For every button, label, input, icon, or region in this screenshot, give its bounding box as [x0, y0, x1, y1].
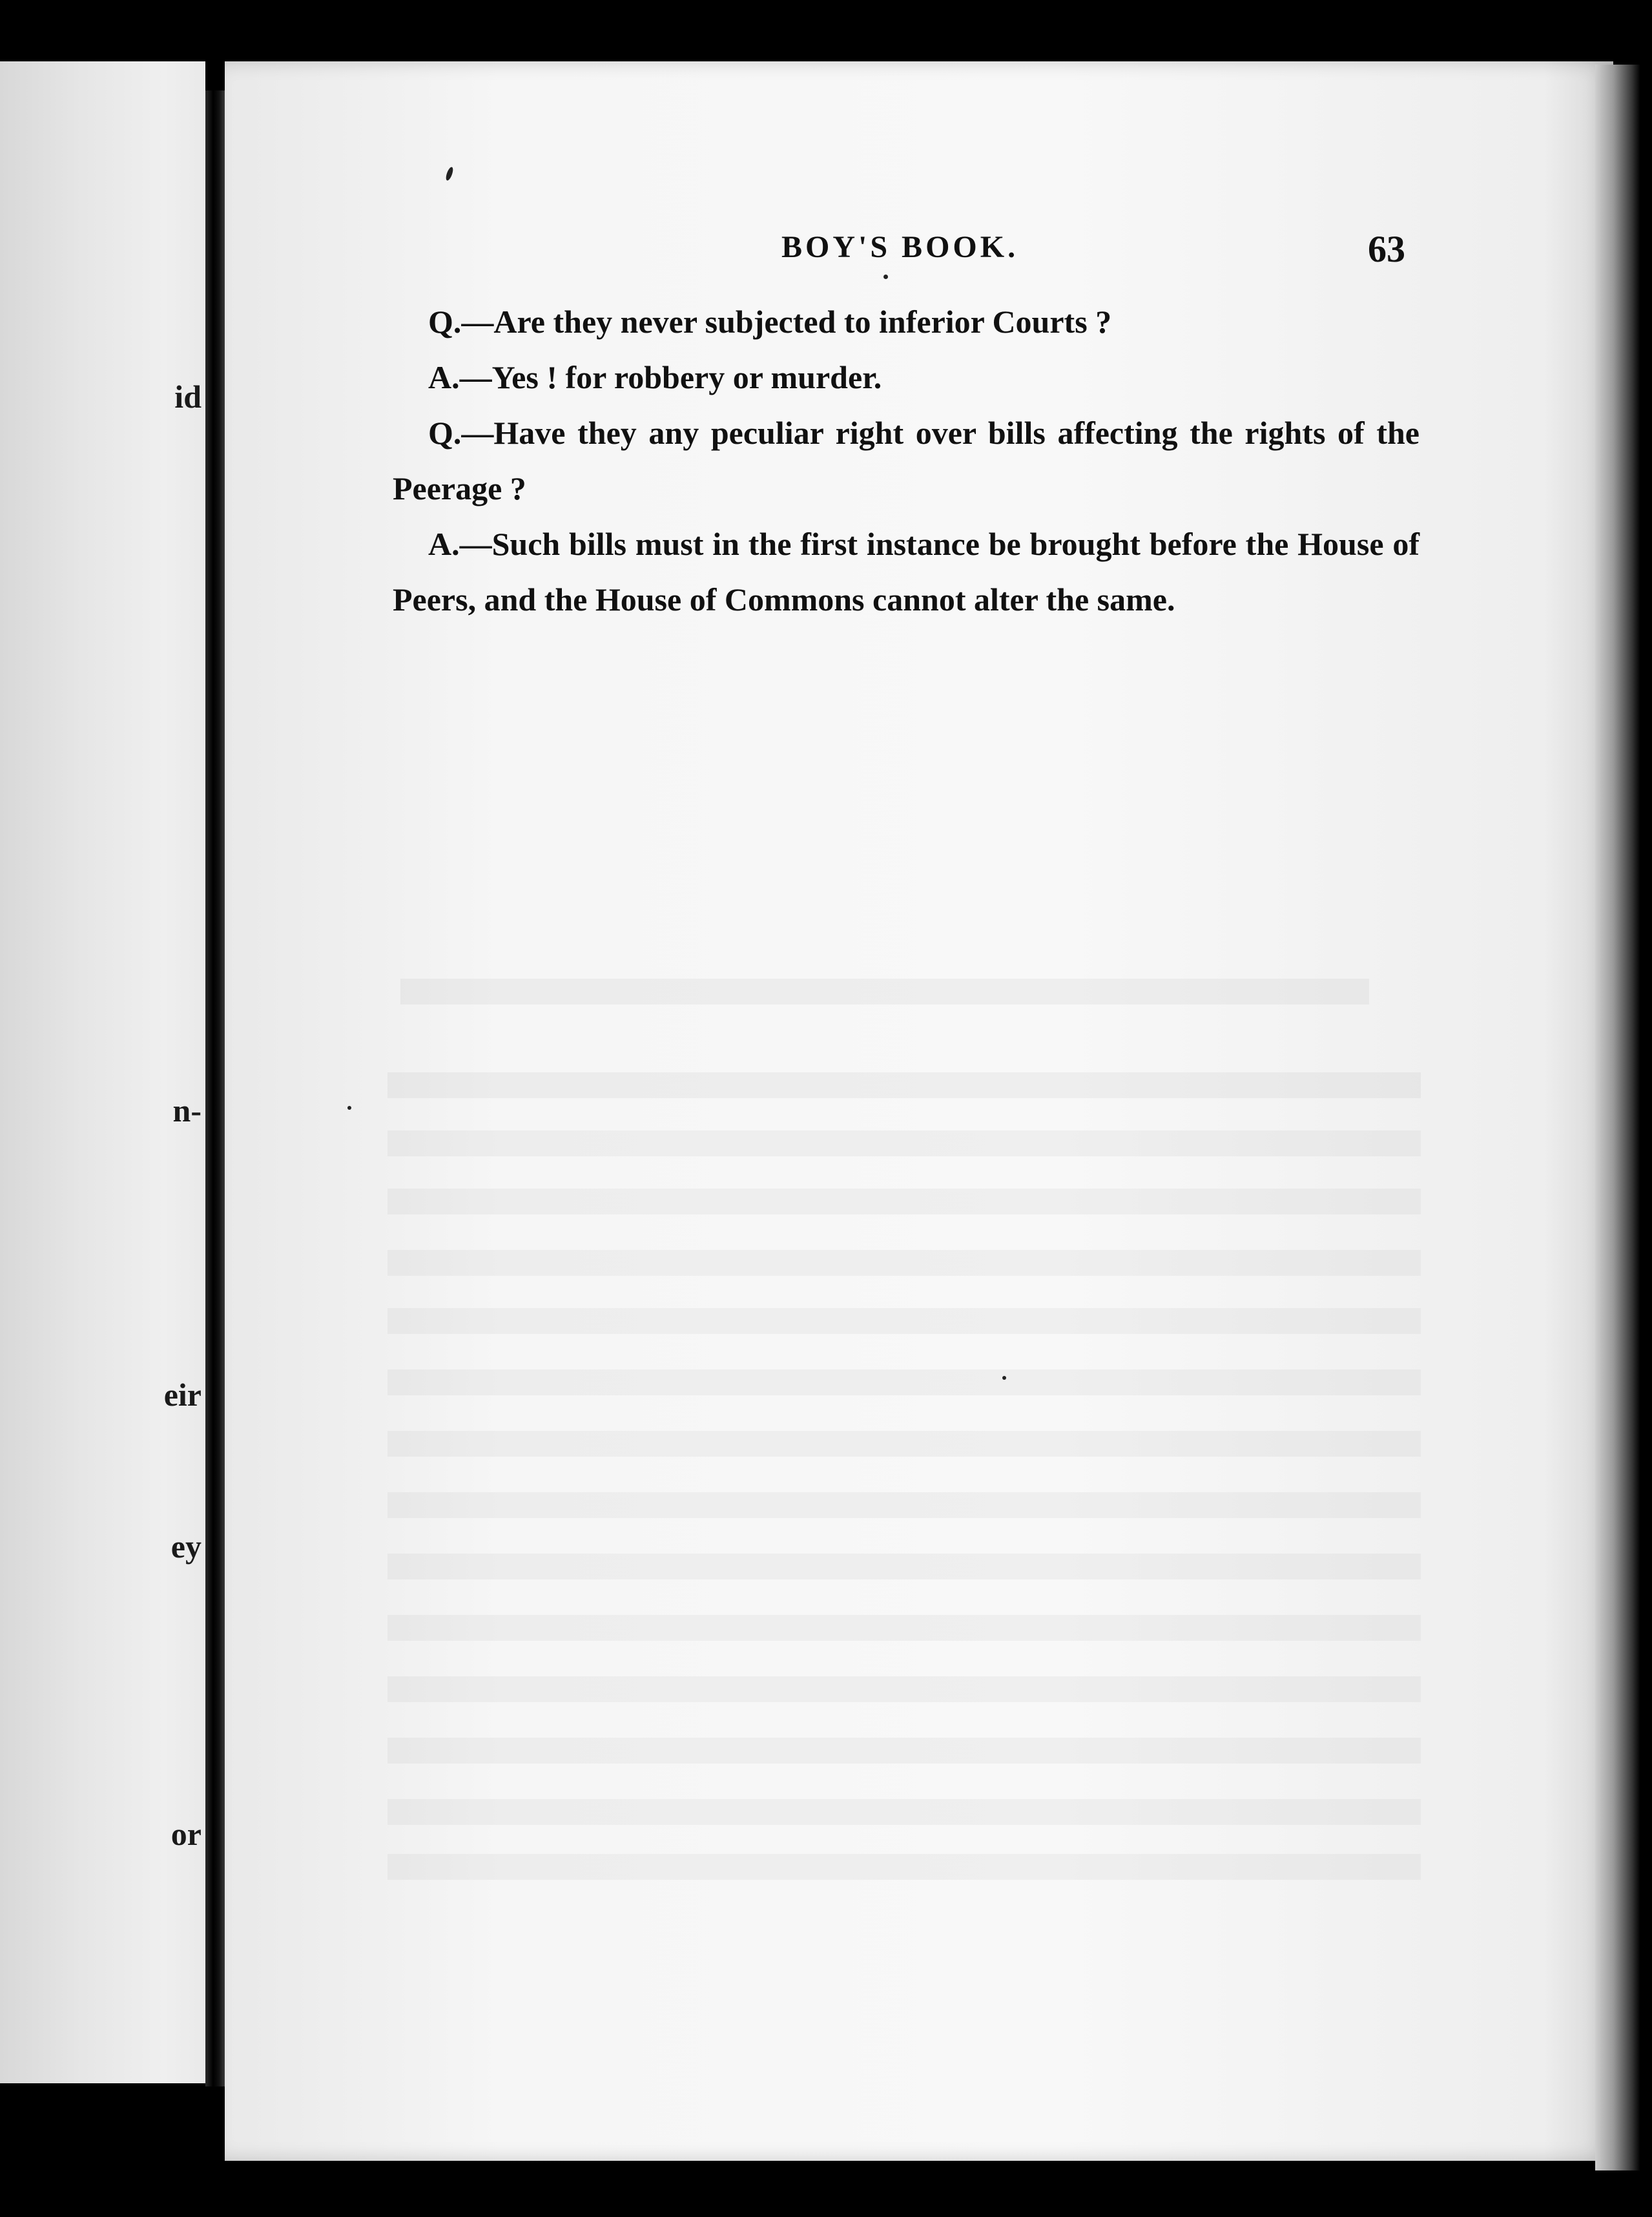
question-paragraph: Q.—Have they any peculiar right over bills affecting the rights of the Peerage ?	[393, 415, 1420, 506]
left-page-fragment: id	[174, 379, 201, 415]
answer-paragraph: A.—Yes ! for robbery or murder.	[428, 359, 882, 395]
question-paragraph: Q.—Are they never subjected to inferior Courts ?	[428, 304, 1112, 340]
scan-speck	[883, 275, 888, 279]
running-head: BOY'S BOOK.	[781, 230, 1019, 264]
left-page-fragment: eir	[163, 1377, 201, 1413]
scan-speck	[1002, 1376, 1006, 1380]
left-page-fragment: ey	[170, 1528, 201, 1565]
scan-speck	[347, 1106, 351, 1110]
previous-page-edge	[0, 61, 205, 2083]
page-number: 63	[1368, 228, 1405, 270]
page-edge-shadow	[1595, 65, 1640, 2170]
answer-paragraph: A.—Such bills must in the first instance be brought before the House of Peers, and the House of Commons cannot alter the same.	[393, 526, 1420, 618]
left-page-fragment: or	[170, 1816, 201, 1852]
left-page-fragment: n-	[172, 1092, 201, 1129]
book-gutter	[205, 90, 225, 2087]
body-text	[393, 294, 1420, 627]
